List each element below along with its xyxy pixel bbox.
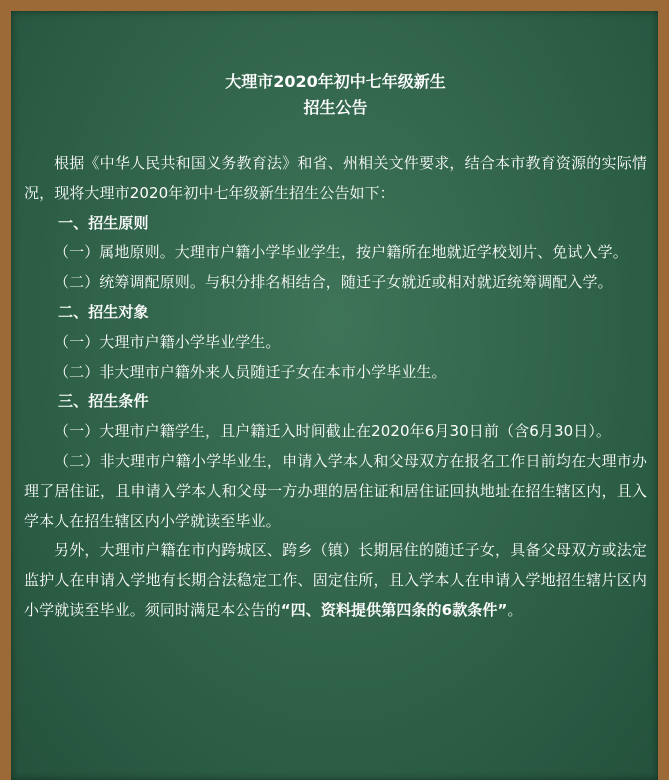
title-line-2: 招生公告 [303, 98, 368, 117]
condition-3-end: 。 [507, 600, 523, 619]
paragraph-target-2: （二）非大理市户籍外来人员随迁子女在本市小学毕业生。 [54, 362, 447, 381]
paragraph-condition-1: （一）大理市户籍学生，且户籍迁入时间截止在2020年6月30日前（含6月30日）。 [54, 422, 612, 441]
paragraph-principle-1: （一）属地原则。大理市户籍小学毕业学生，按户籍所在地就近学校划片、免试入学。 [54, 243, 628, 262]
chalkboard [11, 11, 658, 780]
announcement-content [24, 69, 647, 626]
paragraph-target-1: （一）大理市户籍小学毕业学生。 [54, 332, 281, 351]
condition-3-emphasis: “四、资料提供第四条的6款条件” [280, 600, 508, 619]
paragraph-principle-2: （二）统筹调配原则。与积分排名相结合，随迁子女就近或相对就近统筹调配入学。 [54, 273, 613, 292]
title-line-1: 大理市2020年初中七年级新生 [225, 72, 446, 91]
section-heading-principles: 一、招生原则 [58, 213, 149, 232]
paragraph-condition-2: （二）非大理市户籍小学毕业生，申请入学本人和父母双方在报名工作日前均在大理市办理了居住证，且申请入学本人和父母一方办理的居住证和居住证回执地址在招生辖区内，且入学本人在招生辖区内小学就读至毕业。 [24, 451, 647, 530]
section-heading-targets: 二、招生对象 [58, 302, 149, 321]
paragraph-condition-3 [24, 536, 647, 625]
section-heading-conditions: 三、招生条件 [58, 392, 149, 411]
condition-3-text: 另外，大理市户籍在市内跨城区、跨乡（镇）长期居住的随迁子女，具备父母双方或法定监护人在申请入学地有长期合法稳定工作、固定住所，且入学本人在申请入学地招生辖片区内小学就读至毕业。须同时满足本公告的 [24, 541, 647, 619]
intro-paragraph: 根据《中华人民共和国义务教育法》和省、州相关文件要求，结合本市教育资源的实际情况，现将大理市2020年初中七年级新生招生公告如下： [24, 154, 647, 202]
